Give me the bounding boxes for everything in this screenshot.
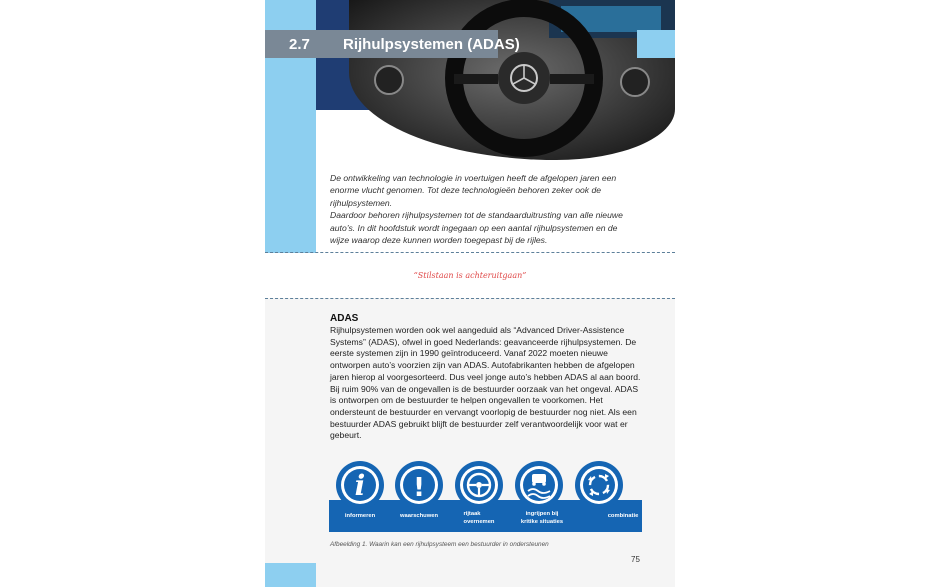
adas-infographic [329,458,642,532]
book-page [265,0,675,587]
label-rijtaak: rijtaak [463,511,481,517]
label-overnemen: overnemen [463,519,495,525]
svg-text:i: i [354,469,366,502]
quote: “Stilstaan is achteruitgaan” [413,271,527,280]
label-combinatie: combinatie [607,513,639,519]
cyan-strip-top [265,0,316,30]
figure-caption: Afbeelding 1. Waarin kan een rijhulpsysteem een bestuurder in ondersteunen [330,541,549,548]
info-icon [336,461,384,509]
label-waarschuwen: waarschuwen [399,513,439,519]
skidding-car-icon [515,461,563,509]
intro-paragraph-1: De ontwikkeling van technologie in voertuigen heeft de afgelopen jaren een enorme vlucht genomen. Tot deze technologieën behoren zeker ook de rijhulpsystemen. [330,173,617,208]
steering-wheel-icon [455,461,503,509]
adas-heading: ADAS [330,313,359,324]
page-number: 75 [631,555,640,564]
svg-text:!: ! [413,473,425,503]
adas-body: Rijhulpsystemen worden ook wel aangeduid als “Advanced Driver-Assistence Systems” (ADAS), ofwel in goed Nederlands: geavanceerde rijhulpsystemen. De eerste systemen zijn in 1990 geïntroduceerd. Vanaf 2022 moeten nieuwe ontworpen auto’s voorzien zijn van ADAS. Autofabrikanten hebben de afgelopen jaren hierop al voorgesorteerd. Dus veel jonge auto’s hebben ADAS al aan boord. Bij ruim 90% van de ongevallen is de bestuurder oorzaak van het ongeval. ADAS is ontworpen om de bestuurder te helpen ongevallen te voorkomen. Het ondersteunt de bestuurder en vervangt voorlopig de bestuurder nog niet. Als een bestuurder ADAS gebruikt blijft de bestuurder zelf verantwoordelijk voor wat er gebeurt. [330,325,641,441]
dashed-divider-bottom [265,298,675,299]
section-number: 2.7 [289,36,310,53]
dashed-divider-top [265,252,675,253]
section-title: Rijhulpsystemen (ADAS) [343,36,520,53]
intro-text [330,172,630,246]
cyan-strip-bottom [265,563,316,587]
cycle-arrows-icon [575,461,623,509]
label-informeren: informeren [344,513,376,519]
label-kritike-situaties: kritike situaties [520,519,564,525]
car-interior-photo [349,0,675,160]
label-ingrijpen-bij: ingrijpen bij [525,511,559,517]
intro-paragraph-2: Daardoor behoren rijhulpsystemen tot de standaarduitrusting van alle nieuwe auto’s. In dit hoofdstuk wordt ingegaan op een aantal rijhulpsystemen en de wijze waarop deze kunnen worden toegepast bij de rijles. [330,210,623,246]
cyan-tab-right [637,30,675,58]
cyan-strip-left [265,58,316,253]
warning-icon [395,461,443,509]
